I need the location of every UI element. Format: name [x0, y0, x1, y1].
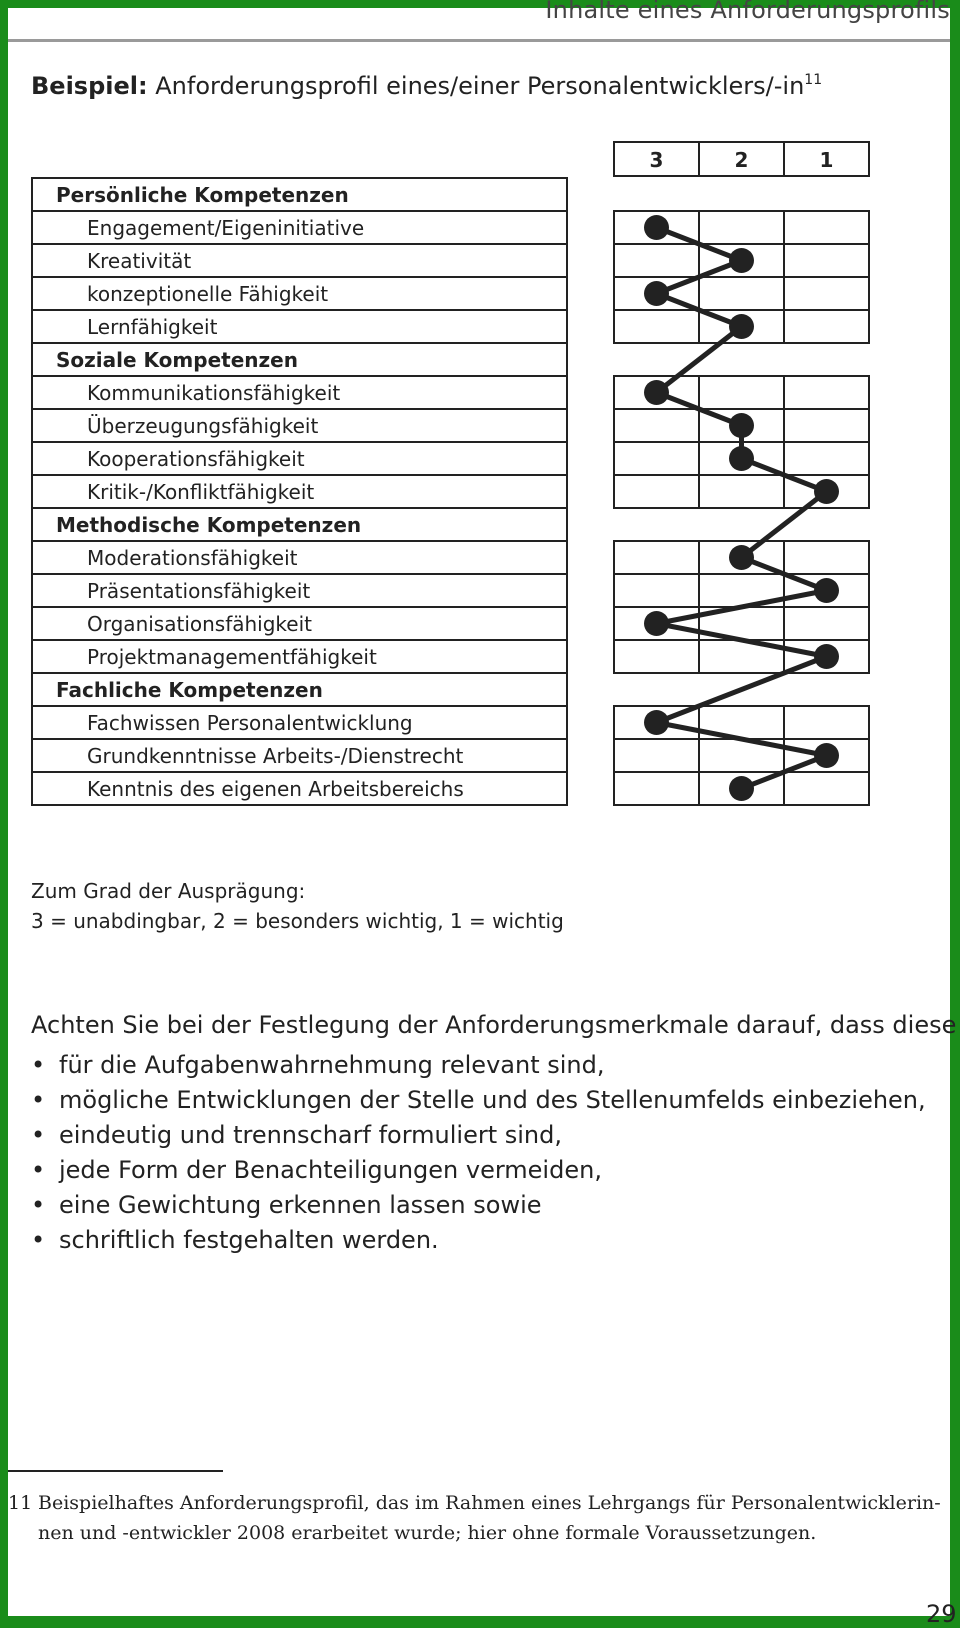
footnote-number: 11	[8, 1492, 33, 1514]
competency-label: Engagement/Eigeninitiative	[32, 211, 567, 244]
category-label: Methodische Kompetenzen	[32, 508, 567, 541]
competency-label: Grundkenntnisse Arbeits-/Dienstrecht	[32, 739, 567, 772]
rating-point	[814, 479, 839, 504]
competency-label: Präsentationsfähigkeit	[32, 574, 567, 607]
competency-label: Überzeugungsfähigkeit	[32, 409, 567, 442]
scale-label: 2	[734, 148, 749, 172]
rating-point	[729, 413, 754, 438]
footnote-rule	[8, 1470, 223, 1472]
list-item: • eine Gewichtung erkennen lassen sowie	[31, 1188, 926, 1223]
title-label: Beispiel:	[31, 72, 148, 100]
competency-label: Lernfähigkeit	[32, 310, 567, 343]
requirements-list	[31, 1048, 926, 1258]
rating-point	[729, 248, 754, 273]
competency-label: Kritik-/Konfliktfähigkeit	[32, 475, 567, 508]
rating-point	[644, 380, 669, 405]
competency-label: Kommunikationsfähigkeit	[32, 376, 567, 409]
list-item: • eindeutig und trennscharf formuliert sind,	[31, 1118, 926, 1153]
rating-point	[729, 314, 754, 339]
page-number: 29	[926, 1600, 957, 1628]
competency-label: Kreativität	[32, 244, 567, 277]
competency-label: Kenntnis des eigenen Arbeitsbereichs	[32, 772, 567, 805]
list-item: • schriftlich festgehalten werden.	[31, 1223, 926, 1258]
running-header: Inhalte eines Anforderungsprofils	[545, 0, 950, 24]
competency-label: Projektmanagementfähigkeit	[32, 640, 567, 673]
intro-paragraph: Achten Sie bei der Festlegung der Anforderungsmerkmale darauf, dass diese	[31, 1011, 957, 1039]
competency-label: konzeptionelle Fähigkeit	[32, 277, 567, 310]
legend-scale: 3 = unabdingbar, 2 = besonders wichtig, 1 = wichtig	[31, 909, 564, 933]
competency-label: Organisationsfähigkeit	[32, 607, 567, 640]
rating-point	[644, 215, 669, 240]
list-item: • für die Aufgabenwahrnehmung relevant sind,	[31, 1048, 926, 1083]
category-label: Persönliche Kompetenzen	[32, 178, 567, 211]
category-label: Soziale Kompetenzen	[32, 343, 567, 376]
scale-label: 3	[649, 148, 664, 172]
rating-point	[644, 281, 669, 306]
title-text: Anforderungsprofil eines/einer Personalentwicklers/-in	[155, 72, 805, 100]
scale-label: 1	[819, 148, 834, 172]
rating-point	[729, 446, 754, 471]
rating-point	[814, 743, 839, 768]
legend-heading: Zum Grad der Ausprägung:	[31, 879, 306, 903]
rating-point	[729, 545, 754, 570]
competency-label: Kooperationsfähigkeit	[32, 442, 567, 475]
document-page	[8, 0, 957, 1628]
footnote-text-2: nen und -entwickler 2008 erarbeitet wurde; hier ohne formale Voraussetzungen.	[38, 1522, 817, 1544]
rating-point	[814, 578, 839, 603]
rating-point	[644, 710, 669, 735]
rating-legend	[31, 876, 564, 936]
profile-line-segment	[657, 657, 827, 723]
competency-label: Fachwissen Personalentwicklung	[32, 706, 567, 739]
rating-point	[814, 644, 839, 669]
footnote	[8, 1488, 941, 1548]
category-label: Fachliche Kompetenzen	[32, 673, 567, 706]
list-item: • mögliche Entwicklungen der Stelle und des Stellenumfelds einbeziehen,	[31, 1083, 926, 1118]
rating-point	[729, 776, 754, 801]
rating-profile-chart	[8, 8, 950, 1616]
list-item: • jede Form der Benachteiligungen vermeiden,	[31, 1153, 926, 1188]
rating-point	[644, 611, 669, 636]
footnote-text-1: Beispielhaftes Anforderungsprofil, das im Rahmen eines Lehrgangs für Personalentwicklerin-	[38, 1492, 941, 1514]
title-footnote-mark: 11	[804, 72, 823, 88]
footnote-line-1	[8, 1488, 941, 1518]
competency-label: Moderationsfähigkeit	[32, 541, 567, 574]
